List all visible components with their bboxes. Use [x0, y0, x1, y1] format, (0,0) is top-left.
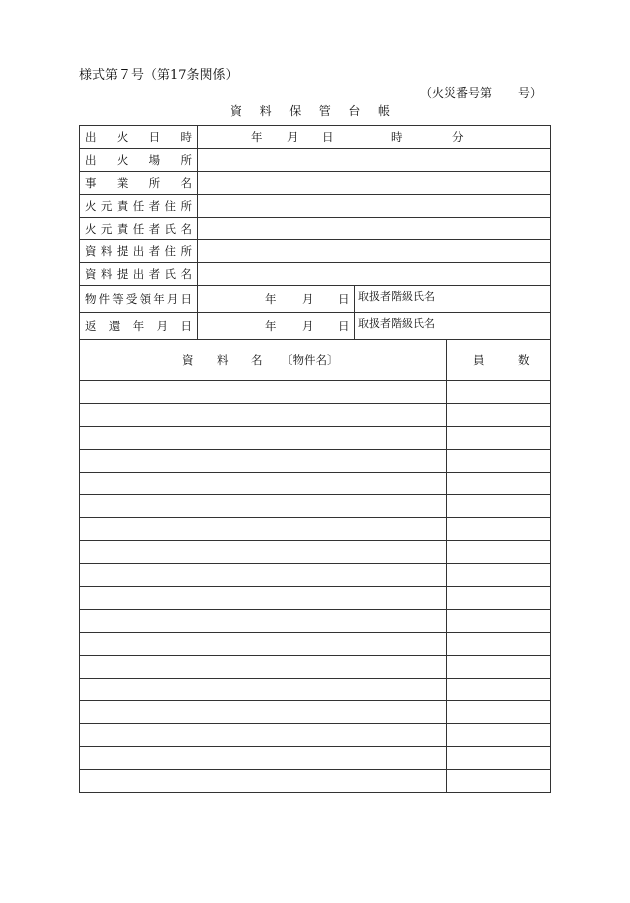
- count-cell[interactable]: [447, 564, 551, 587]
- month-unit: 月: [302, 292, 314, 307]
- material-name-cell[interactable]: [80, 678, 447, 701]
- title-char: 保: [289, 104, 302, 118]
- count-cell[interactable]: [447, 701, 551, 724]
- count-cell[interactable]: [447, 541, 551, 564]
- register-table: [79, 125, 551, 793]
- count-cell[interactable]: [447, 724, 551, 747]
- count-cell[interactable]: [447, 678, 551, 701]
- material-name-cell[interactable]: [80, 747, 447, 770]
- material-name-cell[interactable]: [80, 449, 447, 472]
- month-unit: 月: [287, 129, 299, 144]
- count-cell[interactable]: [447, 632, 551, 655]
- row-fire-origin-address: [80, 194, 551, 217]
- material-name-cell[interactable]: [80, 632, 447, 655]
- list-item: [80, 770, 551, 793]
- list-item: [80, 495, 551, 518]
- label-business-name: 事 業 所 名: [80, 171, 198, 194]
- material-name-cell[interactable]: [80, 426, 447, 449]
- count-cell[interactable]: [447, 472, 551, 495]
- year-unit: 年: [265, 319, 277, 334]
- list-item: [80, 381, 551, 404]
- material-name-cell[interactable]: [80, 518, 447, 541]
- material-name-cell[interactable]: [80, 770, 447, 793]
- day-unit: 日: [322, 129, 334, 144]
- list-item: [80, 541, 551, 564]
- list-item: [80, 472, 551, 495]
- list-item: [80, 564, 551, 587]
- label-fire-origin-name: 火 元 責 任 者 氏 名: [80, 217, 198, 240]
- label-submitter-address: 資 料 提 出 者 住 所: [80, 240, 198, 263]
- material-name-cell[interactable]: [80, 472, 447, 495]
- item-name-note: 〔物件名〕: [281, 353, 339, 368]
- label-receipt-date: 物 件 等 受 領 年 月 日: [80, 286, 198, 313]
- row-fire-datetime: [80, 126, 551, 149]
- fire-number-close: 号）: [517, 86, 542, 100]
- row-submitter-name: [80, 263, 551, 286]
- list-item: [80, 747, 551, 770]
- material-name-cell[interactable]: [80, 609, 447, 632]
- fire-number-open: （火災番号第: [420, 86, 493, 100]
- title-char: 資: [230, 104, 243, 118]
- year-unit: 年: [251, 129, 263, 144]
- count-cell[interactable]: [447, 518, 551, 541]
- fire-origin-address-field[interactable]: [198, 194, 551, 217]
- row-fire-place: [80, 148, 551, 171]
- handler-label: 取扱者階級氏名: [358, 290, 435, 304]
- month-unit: 月: [302, 319, 314, 334]
- material-name-cell[interactable]: [80, 724, 447, 747]
- label-fire-place: 出 火 場 所: [80, 148, 198, 171]
- fire-place-field[interactable]: [198, 148, 551, 171]
- submitter-name-field[interactable]: [198, 263, 551, 286]
- hour-unit: 時: [391, 129, 403, 144]
- count-cell[interactable]: [447, 655, 551, 678]
- list-item: [80, 609, 551, 632]
- list-item: [80, 403, 551, 426]
- count-cell[interactable]: [447, 381, 551, 404]
- material-name-cell[interactable]: [80, 381, 447, 404]
- minute-unit: 分: [452, 129, 464, 144]
- count-cell[interactable]: [447, 495, 551, 518]
- return-date-field[interactable]: [198, 313, 355, 340]
- form-number: 様式第７号（第17条関係）: [79, 68, 239, 83]
- fire-datetime-field[interactable]: [198, 126, 551, 149]
- material-name-cell[interactable]: [80, 564, 447, 587]
- label-return-date: 返 還 年 月 日: [80, 313, 198, 340]
- title-char: 帳: [377, 104, 390, 118]
- row-submitter-address: [80, 240, 551, 263]
- list-item: [80, 724, 551, 747]
- list-item: [80, 678, 551, 701]
- submitter-address-field[interactable]: [198, 240, 551, 263]
- material-name-cell[interactable]: [80, 403, 447, 426]
- material-name-cell[interactable]: [80, 655, 447, 678]
- material-name-cell[interactable]: [80, 495, 447, 518]
- handler-label: 取扱者階級氏名: [358, 317, 435, 331]
- day-unit: 日: [338, 292, 350, 307]
- receipt-handler-field[interactable]: [355, 286, 551, 313]
- row-receipt-date: [80, 286, 551, 313]
- row-return-date: [80, 313, 551, 340]
- row-business-name: [80, 171, 551, 194]
- business-name-field[interactable]: [198, 171, 551, 194]
- material-name-header: 資 料 名 〔物件名〕: [80, 340, 447, 381]
- list-item: [80, 632, 551, 655]
- count-cell[interactable]: [447, 449, 551, 472]
- label-fire-origin-address: 火 元 責 任 者 住 所: [80, 194, 198, 217]
- title-char: 料: [259, 104, 272, 118]
- label-submitter-name: 資 料 提 出 者 氏 名: [80, 263, 198, 286]
- count-cell[interactable]: [447, 426, 551, 449]
- list-item: [80, 426, 551, 449]
- list-item: [80, 655, 551, 678]
- count-cell[interactable]: [447, 770, 551, 793]
- count-header: 員 数: [447, 340, 551, 381]
- list-header-row: [80, 340, 551, 381]
- title-char: 台: [348, 104, 361, 118]
- count-cell[interactable]: [447, 403, 551, 426]
- list-item: [80, 701, 551, 724]
- title-char: 管: [318, 104, 331, 118]
- list-item: [80, 449, 551, 472]
- return-handler-field[interactable]: [355, 313, 551, 340]
- label-fire-datetime: 出 火 日 時: [80, 126, 198, 149]
- list-item: [80, 587, 551, 610]
- day-unit: 日: [338, 319, 350, 334]
- list-item: [80, 518, 551, 541]
- material-name-cell[interactable]: [80, 587, 447, 610]
- receipt-date-field[interactable]: [198, 286, 355, 313]
- count-cell[interactable]: [447, 747, 551, 770]
- row-fire-origin-name: [80, 217, 551, 240]
- fire-origin-name-field[interactable]: [198, 217, 551, 240]
- material-name-cell[interactable]: [80, 541, 447, 564]
- material-name-cell[interactable]: [80, 701, 447, 724]
- count-cell[interactable]: [447, 587, 551, 610]
- year-unit: 年: [265, 292, 277, 307]
- document-title: [230, 102, 390, 119]
- count-cell[interactable]: [447, 609, 551, 632]
